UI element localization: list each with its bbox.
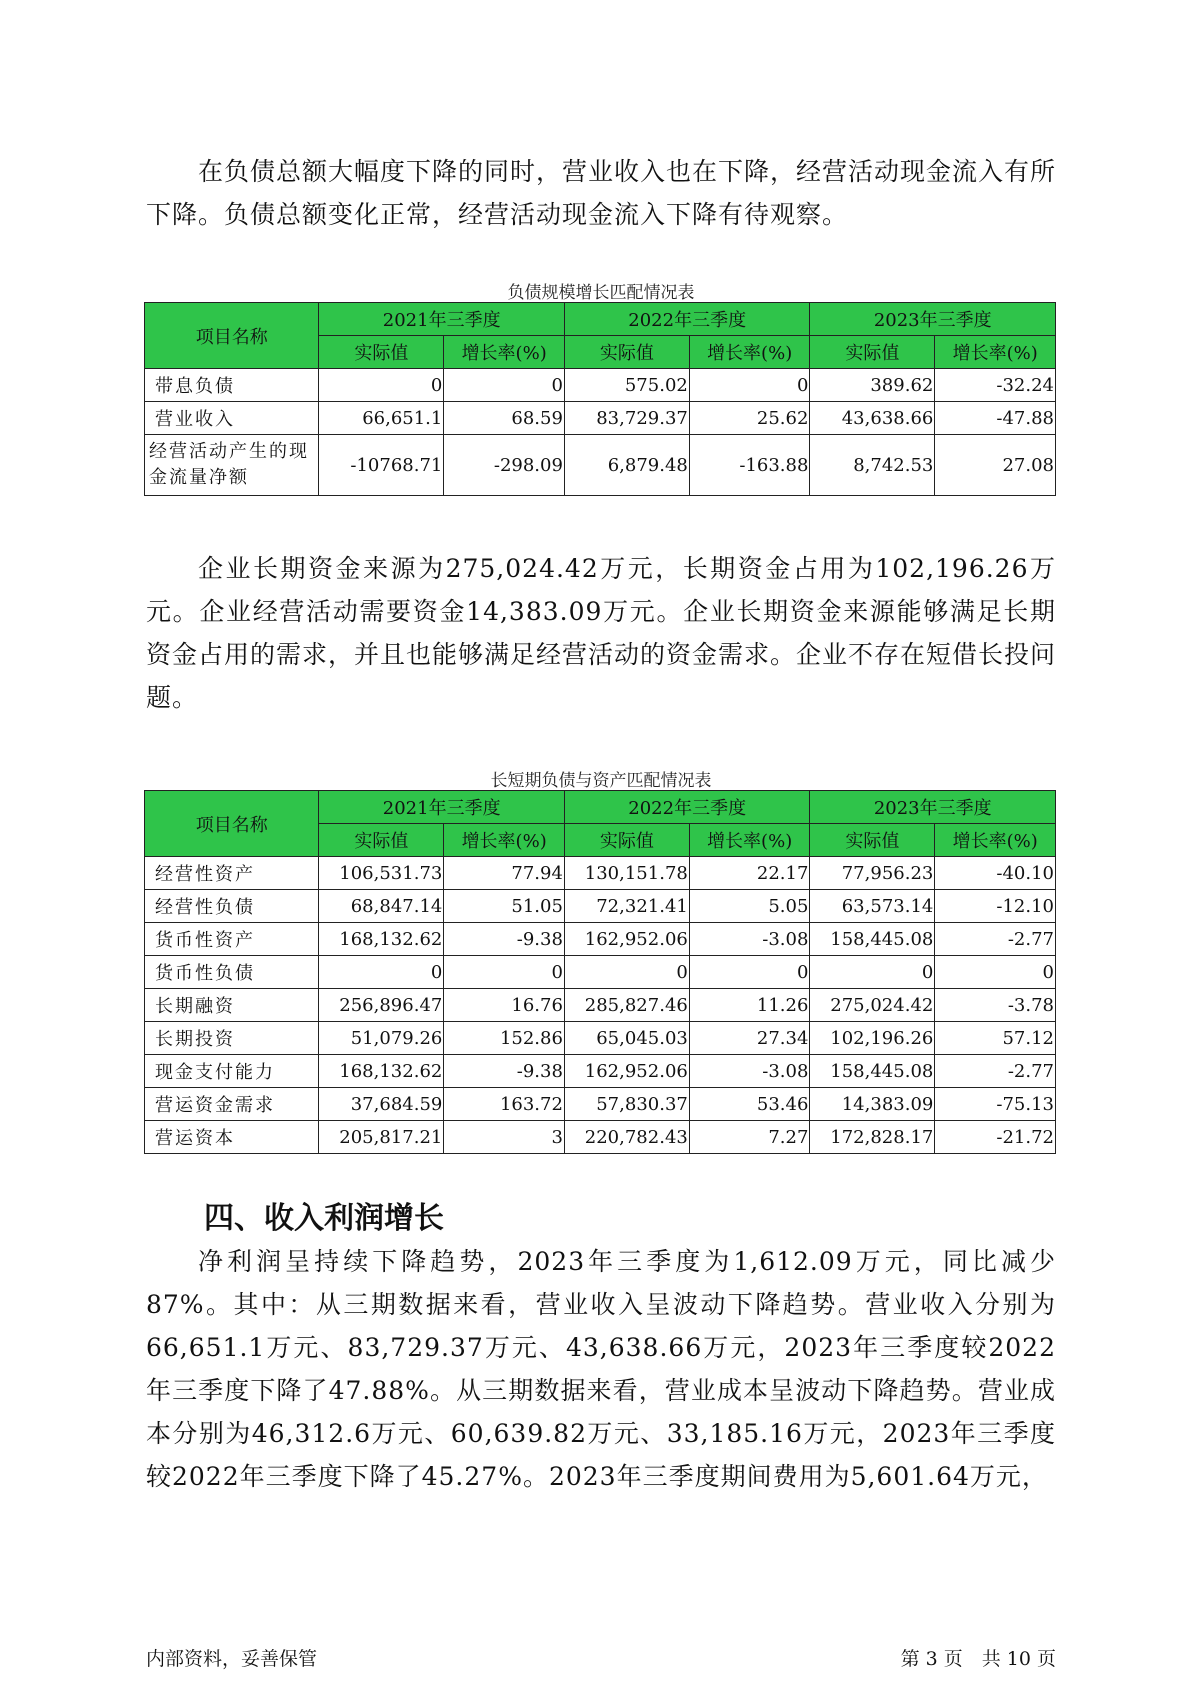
growth-rate-cell: -3.08 xyxy=(689,1055,810,1088)
actual-value-cell: 162,952.06 xyxy=(564,1055,689,1088)
actual-value-cell: 68,847.14 xyxy=(319,890,444,923)
growth-rate-cell: -9.38 xyxy=(444,1055,565,1088)
row-label: 货币性负债 xyxy=(145,956,319,989)
actual-value-cell: 77,956.23 xyxy=(810,857,935,890)
row-label: 经营性负债 xyxy=(145,890,319,923)
footer-confidential: 内部资料，妥善保管 xyxy=(146,1648,318,1670)
actual-value-cell: 205,817.21 xyxy=(319,1121,444,1154)
header-growth: 增长率(%) xyxy=(444,824,565,857)
header-actual: 实际值 xyxy=(319,336,444,369)
actual-value-cell: 43,638.66 xyxy=(810,402,935,435)
header-actual: 实际值 xyxy=(564,336,689,369)
actual-value-cell: -10768.71 xyxy=(319,435,444,496)
table2-caption: 长短期负债与资产匹配情况表 xyxy=(490,771,712,791)
actual-value-cell: 51,079.26 xyxy=(319,1022,444,1055)
header-period: 2021年三季度 xyxy=(319,791,565,824)
header-period: 2023年三季度 xyxy=(810,303,1056,336)
actual-value-cell: 8,742.53 xyxy=(810,435,935,496)
header-growth: 增长率(%) xyxy=(444,336,565,369)
growth-rate-cell: 0 xyxy=(444,369,565,402)
header-actual: 实际值 xyxy=(810,336,935,369)
growth-rate-cell: -2.77 xyxy=(935,1055,1056,1088)
growth-rate-cell: 53.46 xyxy=(689,1088,810,1121)
asset-liability-table xyxy=(144,790,1056,1154)
header-growth: 增长率(%) xyxy=(935,824,1056,857)
growth-rate-cell: -2.77 xyxy=(935,923,1056,956)
row-label: 长期投资 xyxy=(145,1022,319,1055)
actual-value-cell: 0 xyxy=(564,956,689,989)
table-row xyxy=(145,369,1056,402)
header-growth: 增长率(%) xyxy=(689,824,810,857)
growth-rate-cell: 57.12 xyxy=(935,1022,1056,1055)
table-row xyxy=(145,435,1056,496)
growth-rate-cell: -12.10 xyxy=(935,890,1056,923)
growth-rate-cell: -47.88 xyxy=(935,402,1056,435)
growth-rate-cell: 68.59 xyxy=(444,402,565,435)
header-period: 2022年三季度 xyxy=(564,303,810,336)
table-row xyxy=(145,402,1056,435)
header-actual: 实际值 xyxy=(319,824,444,857)
actual-value-cell: 106,531.73 xyxy=(319,857,444,890)
table-row xyxy=(145,989,1056,1022)
section-heading: 四、收入利润增长 xyxy=(204,1201,444,1236)
actual-value-cell: 168,132.62 xyxy=(319,1055,444,1088)
growth-rate-cell: 27.34 xyxy=(689,1022,810,1055)
actual-value-cell: 130,151.78 xyxy=(564,857,689,890)
paragraph-long-term-funds: 企业长期资金来源为275,024.42万元，长期资金占用为102,196.26万元。企业经营活动需要资金14,383.09万元。企业长期资金来源能够满足长期资金占用的需求，并且也能够满足经营活动的资金需求。企业不存在短借长投问题。 xyxy=(146,554,1057,712)
header-item-name: 项目名称 xyxy=(145,791,319,857)
paragraph-debt-revenue: 在负债总额大幅度下降的同时，营业收入也在下降，经营活动现金流入有所下降。负债总额变化正常，经营活动现金流入下降有待观察。 xyxy=(146,157,1057,229)
actual-value-cell: 158,445.08 xyxy=(810,923,935,956)
header-actual: 实际值 xyxy=(810,824,935,857)
actual-value-cell: 6,879.48 xyxy=(564,435,689,496)
growth-rate-cell: 0 xyxy=(689,369,810,402)
growth-rate-cell: 163.72 xyxy=(444,1088,565,1121)
growth-rate-cell: -40.10 xyxy=(935,857,1056,890)
actual-value-cell: 275,024.42 xyxy=(810,989,935,1022)
header-actual: 实际值 xyxy=(564,824,689,857)
actual-value-cell: 0 xyxy=(810,956,935,989)
actual-value-cell: 168,132.62 xyxy=(319,923,444,956)
growth-rate-cell: 16.76 xyxy=(444,989,565,1022)
header-growth: 增长率(%) xyxy=(935,336,1056,369)
actual-value-cell: 72,321.41 xyxy=(564,890,689,923)
growth-rate-cell: 27.08 xyxy=(935,435,1056,496)
growth-rate-cell: 7.27 xyxy=(689,1121,810,1154)
row-label: 经营性资产 xyxy=(145,857,319,890)
growth-rate-cell: 22.17 xyxy=(689,857,810,890)
actual-value-cell: 575.02 xyxy=(564,369,689,402)
growth-rate-cell: -32.24 xyxy=(935,369,1056,402)
actual-value-cell: 158,445.08 xyxy=(810,1055,935,1088)
actual-value-cell: 63,573.14 xyxy=(810,890,935,923)
header-growth: 增长率(%) xyxy=(689,336,810,369)
table1-caption: 负债规模增长匹配情况表 xyxy=(507,283,695,303)
header-period: 2023年三季度 xyxy=(810,791,1056,824)
growth-rate-cell: -163.88 xyxy=(689,435,810,496)
paragraph-profit: 净利润呈持续下降趋势，2023年三季度为1,612.09万元，同比减少87%。其中：从三期数据来看，营业收入呈波动下降趋势。营业收入分别为66,651.1万元、83,729.37万元、43,638.66万元，2023年三季度较2022年三季度下降了47.88%。从三期数据来看，营业成本呈波动下降趋势。营业成本分别为46,312.6万元、60,639.82万元、33,185.16万元，2023年三季度较2022年三季度下降了45.27%。2023年三季度期间费用为5,601.64万元， xyxy=(146,1247,1056,1491)
actual-value-cell: 57,830.37 xyxy=(564,1088,689,1121)
footer-page-number: 第 3 页 共 10 页 xyxy=(900,1648,1056,1670)
growth-rate-cell: 25.62 xyxy=(689,402,810,435)
growth-rate-cell: 152.86 xyxy=(444,1022,565,1055)
growth-rate-cell: 0 xyxy=(444,956,565,989)
debt-growth-table xyxy=(144,302,1056,496)
growth-rate-cell: -21.72 xyxy=(935,1121,1056,1154)
table-row xyxy=(145,1121,1056,1154)
actual-value-cell: 0 xyxy=(319,956,444,989)
actual-value-cell: 285,827.46 xyxy=(564,989,689,1022)
actual-value-cell: 172,828.17 xyxy=(810,1121,935,1154)
growth-rate-cell: -75.13 xyxy=(935,1088,1056,1121)
row-label: 现金支付能力 xyxy=(145,1055,319,1088)
actual-value-cell: 102,196.26 xyxy=(810,1022,935,1055)
row-label: 营业收入 xyxy=(145,402,319,435)
growth-rate-cell: 0 xyxy=(935,956,1056,989)
actual-value-cell: 389.62 xyxy=(810,369,935,402)
table-row xyxy=(145,890,1056,923)
row-label: 经营活动产生的现金流量净额 xyxy=(145,435,319,496)
table-row xyxy=(145,956,1056,989)
row-label: 营运资本 xyxy=(145,1121,319,1154)
table-row xyxy=(145,923,1056,956)
header-item-name: 项目名称 xyxy=(145,303,319,369)
growth-rate-cell: 77.94 xyxy=(444,857,565,890)
row-label: 带息负债 xyxy=(145,369,319,402)
table-row xyxy=(145,1022,1056,1055)
growth-rate-cell: 3 xyxy=(444,1121,565,1154)
growth-rate-cell: -298.09 xyxy=(444,435,565,496)
growth-rate-cell: -3.08 xyxy=(689,923,810,956)
actual-value-cell: 162,952.06 xyxy=(564,923,689,956)
actual-value-cell: 220,782.43 xyxy=(564,1121,689,1154)
actual-value-cell: 37,684.59 xyxy=(319,1088,444,1121)
row-label: 营运资金需求 xyxy=(145,1088,319,1121)
growth-rate-cell: 11.26 xyxy=(689,989,810,1022)
actual-value-cell: 65,045.03 xyxy=(564,1022,689,1055)
actual-value-cell: 14,383.09 xyxy=(810,1088,935,1121)
growth-rate-cell: 51.05 xyxy=(444,890,565,923)
growth-rate-cell: 0 xyxy=(689,956,810,989)
actual-value-cell: 256,896.47 xyxy=(319,989,444,1022)
growth-rate-cell: -3.78 xyxy=(935,989,1056,1022)
growth-rate-cell: -9.38 xyxy=(444,923,565,956)
row-label: 货币性资产 xyxy=(145,923,319,956)
actual-value-cell: 83,729.37 xyxy=(564,402,689,435)
header-period: 2022年三季度 xyxy=(564,791,810,824)
row-label: 长期融资 xyxy=(145,989,319,1022)
actual-value-cell: 0 xyxy=(319,369,444,402)
actual-value-cell: 66,651.1 xyxy=(319,402,444,435)
growth-rate-cell: 5.05 xyxy=(689,890,810,923)
table-row xyxy=(145,1055,1056,1088)
table-row xyxy=(145,1088,1056,1121)
table-row xyxy=(145,857,1056,890)
header-period: 2021年三季度 xyxy=(319,303,565,336)
